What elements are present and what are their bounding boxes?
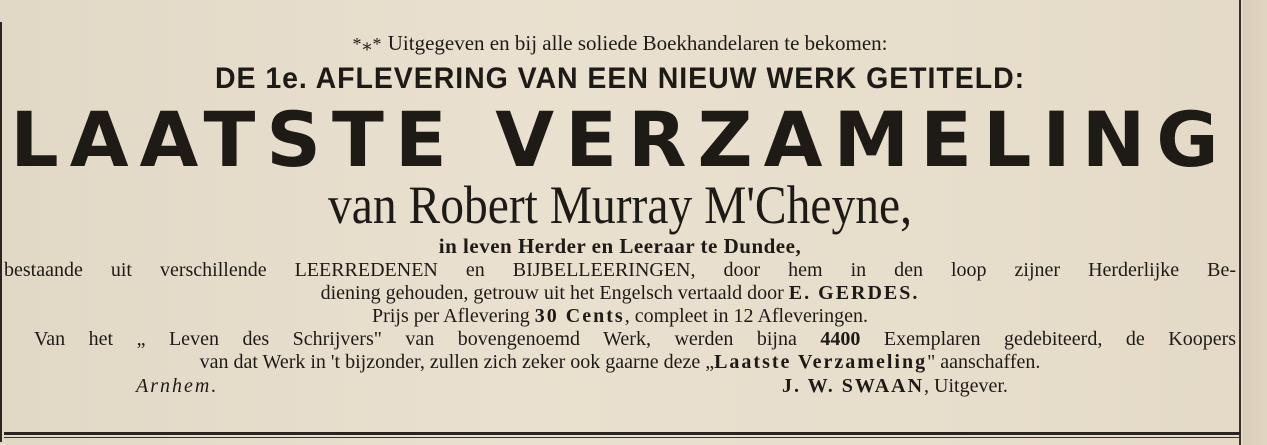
description-line-2 xyxy=(4,282,1236,305)
bottom-rule-thin xyxy=(4,437,1240,438)
advertisement xyxy=(4,28,1236,398)
description-line-1 xyxy=(4,259,1236,282)
ad-author: van Robert Murray M'Cheyne, xyxy=(328,175,912,235)
copies-count: 4400 xyxy=(820,328,861,350)
asterism-icon: *⁎* xyxy=(352,34,383,54)
publisher xyxy=(782,374,1008,398)
bottom-rule xyxy=(4,432,1240,435)
adjacent-column-bleed xyxy=(1243,0,1267,445)
book-short-title: Laatste Verzameling xyxy=(714,351,928,373)
publisher-name: J. W. SWAAN xyxy=(782,375,925,397)
life-text-2: van dat Werk in 't bijzonder, zullen zich zeker ook gaarne deze „ xyxy=(199,351,715,373)
description-text-2: diening gehouden, getrouw uit het Engelsch vertaald door xyxy=(320,282,784,304)
aflevering-heading: DE 1e. AFLEVERING VAN EEN NIEUW WERK GETITELD: xyxy=(214,62,1026,95)
price-prefix: Prijs per Aflevering xyxy=(372,305,530,327)
price-value: 30 Cents xyxy=(534,305,625,327)
column-divider-rule xyxy=(1239,0,1241,445)
ad-title: LAATSTE VERZAMELING xyxy=(10,95,1230,184)
price-suffix: , compleet in 12 Afleveringen. xyxy=(624,305,868,327)
place-name: Arnhem. xyxy=(136,375,219,397)
intro-text: Uitgegeven en bij alle soliede Boekhandelaren te bekomen: xyxy=(387,31,888,55)
life-line-2 xyxy=(4,351,1236,374)
translator-name: E. GERDES. xyxy=(788,282,920,304)
publisher-role: , Uitgever. xyxy=(924,375,1008,397)
left-column-rule xyxy=(0,22,2,442)
life-line-1 xyxy=(4,328,1236,351)
description-text-1: bestaande uit verschillende LEERREDENEN en BIJBELLEERINGEN, door hem in den loop zijner Herderlijke Be- xyxy=(4,259,1236,281)
life-text-2-suffix: " aanschaffen. xyxy=(927,351,1041,373)
intro-line xyxy=(4,28,1236,59)
price-line xyxy=(4,305,1236,328)
life-text-1: Van het „ Leven des Schrijvers" van bovengenoemd Werk, werden bijna xyxy=(34,328,797,350)
author-position: in leven Herder en Leeraar te Dundee, xyxy=(438,234,802,258)
footer-line xyxy=(4,374,1236,398)
life-text-1-suffix: Exemplaren gedebiteerd, de Koopers xyxy=(883,328,1237,350)
